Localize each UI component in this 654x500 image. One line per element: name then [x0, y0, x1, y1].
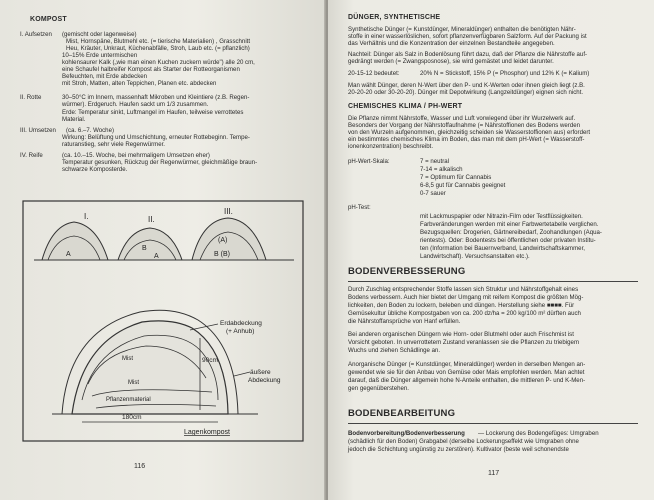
svg-text:(A): (A) — [218, 237, 228, 244]
layer-label: Mist — [122, 356, 133, 362]
height-label: 90cm — [202, 357, 218, 364]
page-number: 117 — [488, 470, 500, 477]
page-number: 116 — [134, 463, 146, 470]
section-label: III. Umsetzen — [20, 127, 56, 134]
compost-diagram — [22, 200, 304, 442]
width-label: 180cm — [122, 414, 142, 421]
section-heading: BODENVERBESSERUNG — [348, 266, 466, 277]
section-heading: DÜNGER, SYNTHETISCHE — [348, 14, 441, 21]
divider — [348, 281, 638, 282]
layer-label: Pflanzenmaterial — [106, 397, 151, 403]
heap-label-1: I. — [84, 212, 89, 221]
section-heading: CHEMISCHES KLIMA / PH-WERT — [348, 103, 463, 110]
section-label: II. Rotte — [20, 94, 42, 101]
section-heading: BODENBEARBEITUNG — [348, 408, 456, 419]
callout-soil-cover: Erdabdeckung — [220, 320, 262, 327]
callout-outer-cover-2: Abdeckung — [248, 377, 281, 384]
left-page: KOMPOST I. Aufsetzen (gemischt oder lagenweise) Mist, Hornspäne, Blutmehl etc. (= tierische Materialien) , Grasschnitt Heu, Kräuter, Unkraut, Küchenabfälle, Stroh, Laub etc. (= pflanzlich) 10–15% Erde untermischen kohlensaurer Kalk („wie man einen Kuchen zuckern würde") alle 20 cm, eine Schaufel halbreifer Kompost als Starter der Rotteorganismen Befeuchten, mit Erde abdecken mit Stroh, Matten, alten Teppichen, Planen etc. abdecken II. Rotte 30–50°C im Innern, massenhaft Mikroben und Kleintiere (z.B. Regen- würmer). Erdgeruch. Haufen sackt um 1/3 zusammen. Erde: Temperatur sinkt, Luftmangel im Haufen, teilweise verrottetes Material. III. Umsetzen (ca. 6.–7. Woche) Wirkung: Belüftung und Umschichtung, erneuter Rottebeginn. Tempe- raturanstieg, sehr viele Regenwürmer. IV. Reife (ca. 10.–15. Woche, bei mehrmaligem Umsetzen eher) Temperatur gesunken, Rückzug der Regenwürmer, gleichmäßige braun- schwarze Komposterde. I. II. III. A B A (A) B (B) Mist Mist Pflanzenmaterial Erdabdeckung (+ Anhub) 90cm äußere Abdeckung 180cm Lagenkompost 116 — [0, 0, 326, 500]
layer-label: Mist — [128, 380, 139, 386]
section-label: I. Aufsetzen — [20, 31, 52, 38]
left-page-title: KOMPOST — [30, 16, 67, 23]
svg-text:B (B): B (B) — [214, 251, 230, 258]
section-label: IV. Reife — [20, 152, 43, 159]
callout-outer-cover: äußere — [250, 369, 271, 376]
svg-text:B: B — [142, 245, 147, 252]
callout-soil-cover-note: (+ Anhub) — [226, 328, 255, 335]
heap-label-2: II. — [148, 215, 155, 224]
heap-label-3: III. — [224, 207, 233, 216]
svg-text:A: A — [154, 253, 159, 260]
right-page: DÜNGER, SYNTHETISCHE Synthetische Dünger (= Kunstdünger, Mineraldünger) enthalten die benötigten Nähr- stoffe in einer wasserlöslichen, sofort pflanzenverfügbaren Salzform. Auf der Packung ist das Verhältnis und die Konzentration der einzelnen Bestandteile angegeben. Nachteil: Dünger als Salz in Bodenlösung führt dazu, daß der Pflanze die Nährstoffe auf- gedrängt werden (= Zwangsposnose), sie wird gemästet und leidet darunter. 20-15-12 bedeutet: 20% N = Stickstoff, 15% P (= Phosphor) und 12% K (= Kalium) Man wählt Dünger, deren N-Wert über den P- und K-Werten oder ihnen gleich liegt (z.B. 20-20-20 oder 30-20-20). Dünger mit Depotwirkung (Langzeitdünger) eignen sich nicht. CHEMISCHES KLIMA / PH-WERT Die Pflanze nimmt Nährstoffe, Wasser und Luft vorwiegend über ihr Wurzelwerk auf. Besonders der Vorgang der Nährstoffaufnahme (= Nährstoffionen des Bodens werden von den Wurzeln aufgenommen, gleichzeitig scheiden sie Wasserstoffionen aus) erfordert ein bestimmtes chemisches Klima im Boden, das man mit dem pH-Wert (= Wasserstoff- ionenkonzentration) beschreibt. pH-Wert-Skala: 7 = neutral 7-14 = alkalisch 7 = Optimum für Cannabis 6-8,5 gut für Cannabis geeignet 0-7 sauer pH-Test: mit Lackmuspapier oder Nitrazin-Film oder Testflüssigkeiten. Farbveränderungen werden mit einer Farbwertetabelle verglichen. Bezugsquellen: Drogerien, Gärtnereibedarf, Zoohandlungen (Aqua- rientests). Oder: Bodentests bei öffentlichen oder privaten Institu- ten (Information bei Bauernverband, Landwirtschaftskammer, Landwirtschaft). Versuchsanstalten etc.). BODENVERBESSERUNG Durch Zuschlag entsprechender Stoffe lassen sich Struktur und Nährstoffgehalt eines Bodens verbessern. Auch hier bietet der Umgang mit reifem Kompost die größten Mög- lichkeiten, den Boden zu lockern, beleben und düngen. Herstellung siehe ■■■■. Für Gemüsekultur übliche Kompostgaben von ca. 200 dz/ha = 200 kg/100 m² dürften auch die Nährstoffansprüche von Hanf erfüllen. Bei anderen organischen Düngern wie Horn- oder Blutmehl oder auch Frischmist ist Vorsicht geboten. In unverrottetem Zustand veranlassen sie die Pflanzen zu triebigem Wuchs und ziehen Schädlinge an. Anorganische Dünger (= Kunstdünger, Mineraldünger) werden in derselben Mengen an- gewendet wie sie für den Anbau von Gemüse oder Mais empfohlen werden. Man achtet darauf, daß die Dünger allgemein hohe N-Anteile enthalten, die mittleren P- und K-Men- gen gegenüberstehen. BODENBEARBEITUNG Bodenvorbereitung/Bodenverbesserung — Lockerung des Bodengefüges: Umgraben (schädlich für den Boden) Grabgabel (derselbe Lockerungseffekt wie Umgraben ohne jedoch die Schichtung ungünstig zu zerstören). Kultivator (beste weil schonendste 117 — [328, 0, 654, 500]
divider — [348, 423, 638, 424]
svg-text:A: A — [66, 251, 71, 258]
diagram-caption: Lagenkompost — [184, 429, 230, 436]
